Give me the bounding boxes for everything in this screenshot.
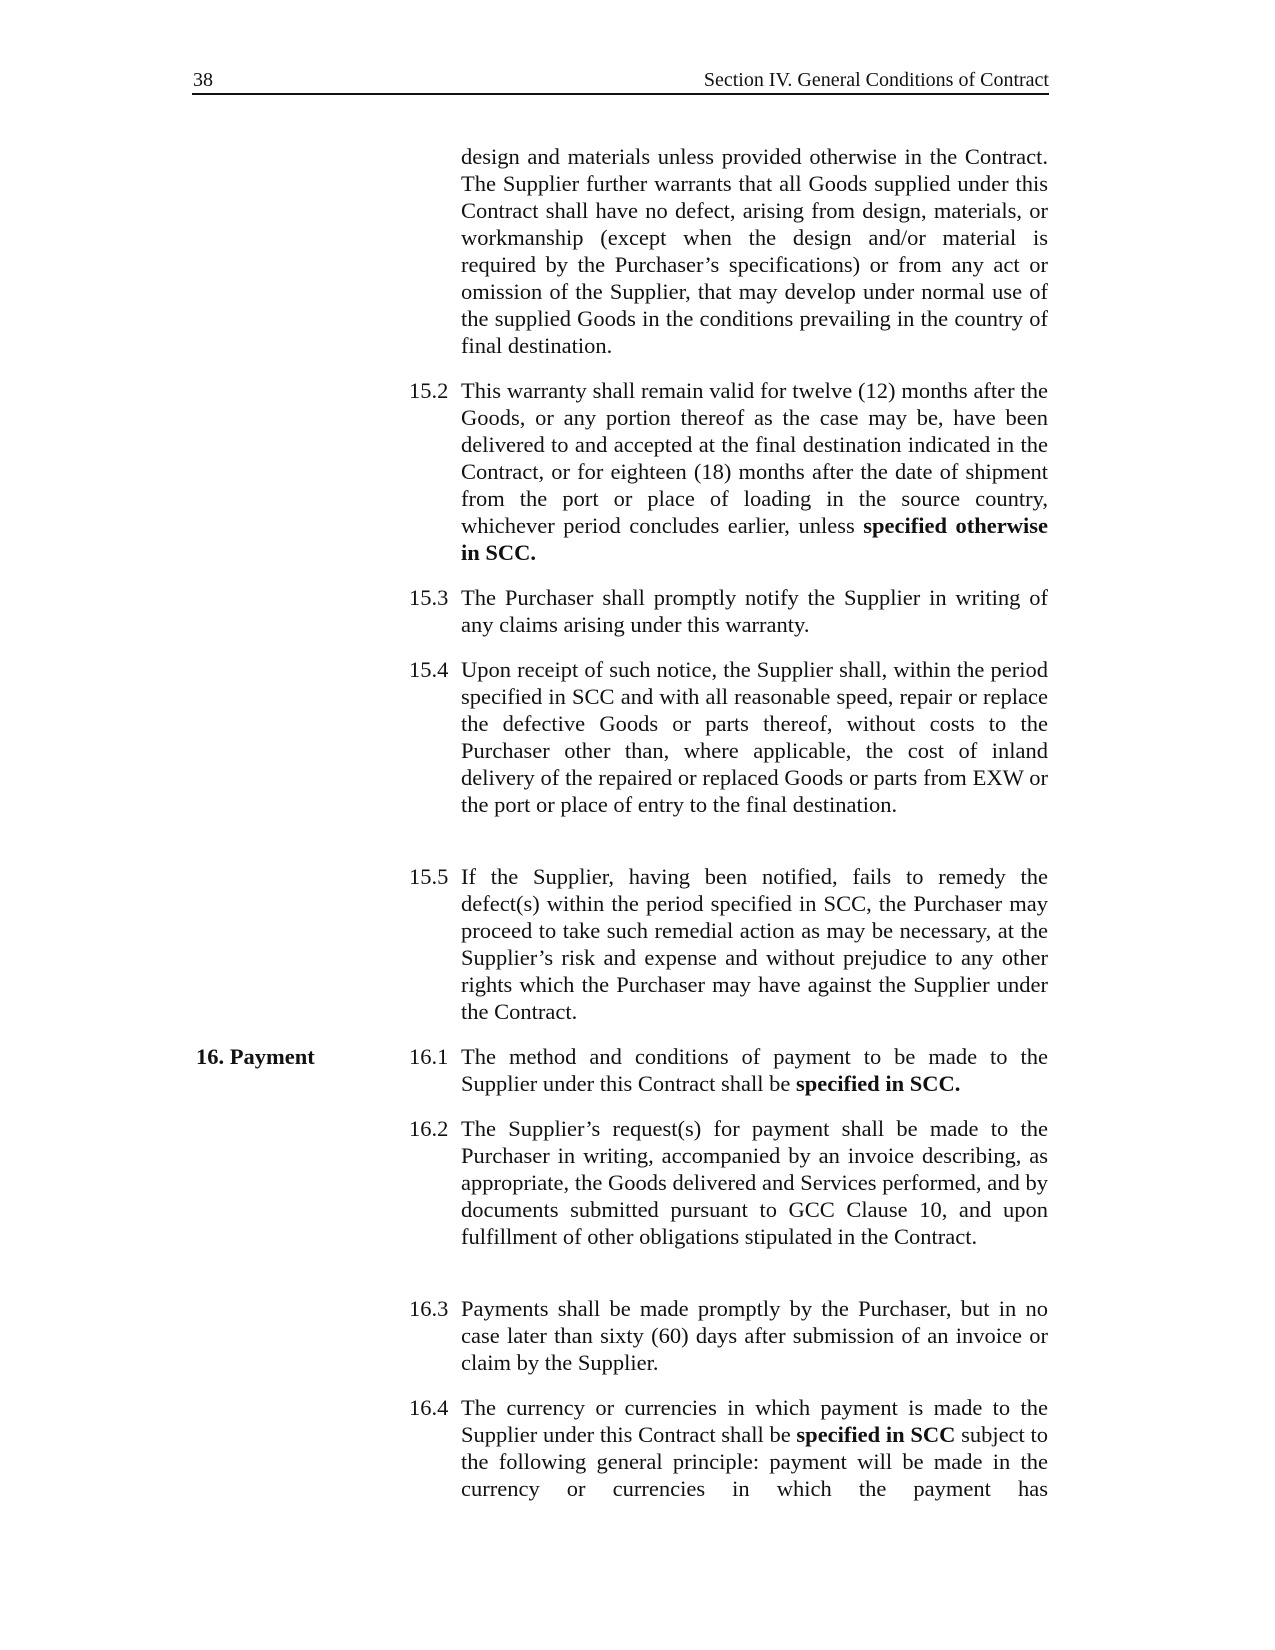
header-rule bbox=[192, 93, 1049, 95]
clause-number: 16.2 bbox=[409, 1116, 449, 1141]
clause-number: 15.5 bbox=[409, 864, 449, 889]
clause-segment: Upon receipt of such notice, the Supplier shall, within the period specified in SCC and with all reasonable speed, repair or replace the defective Goods or parts thereof, without costs to the Purchaser other than, where applicable, the cost of inland delivery of the repaired or replaced Goods or parts from EXW or the port or place of entry to the final destination. bbox=[461, 657, 1048, 817]
clause-text bbox=[461, 1115, 1048, 1250]
clause-segment: The Purchaser shall promptly notify the Supplier in writing of any claims arising under this warranty. bbox=[461, 585, 1048, 637]
running-title: Section IV. General Conditions of Contract bbox=[703, 69, 1049, 91]
clause-segment-bold: specified in SCC bbox=[796, 1422, 956, 1447]
clause-segment: If the Supplier, having been notified, fails to remedy the defect(s) within the period specified in SCC, the Purchaser may proceed to take such remedial action as may be necessary, at the Supplier’s risk and expense and without prejudice to any other rights which the Purchaser may have against the Supplier under the Contract. bbox=[461, 864, 1048, 1024]
clause-segment: The method and conditions of payment to be made to the Supplier under this Contract shall be bbox=[461, 1044, 1048, 1096]
clause-number: 16.4 bbox=[409, 1395, 449, 1420]
clause-segment-bold: specified otherwise in SCC. bbox=[461, 513, 1048, 565]
clause-segment: The Supplier’s request(s) for payment shall be made to the Purchaser in writing, accompanied by an invoice describing, as appropriate, the Goods delivered and Services performed, and by documents submitted pursuant to GCC Clause 10, and upon fulfillment of other obligations stipulated in the Contract. bbox=[461, 1116, 1048, 1249]
clause-text bbox=[461, 863, 1048, 1025]
clause-number: 16.3 bbox=[409, 1296, 449, 1321]
clause-segment-bold: specified in SCC. bbox=[795, 1071, 961, 1096]
page-header bbox=[192, 66, 1049, 94]
clause-text bbox=[461, 584, 1048, 638]
clause-text bbox=[461, 1043, 1048, 1097]
clause-segment: design and materials unless provided otherwise in the Contract. The Supplier further warrants that all Goods supplied under this Contract shall have no defect, arising from design, materials, or workmanship (except when the design and/or material is required by the Purchaser’s specifications) or from any act or omission of the Supplier, that may develop under normal use of the supplied Goods in the conditions prevailing in the country of final destination. bbox=[461, 144, 1048, 358]
section-heading-payment: 16. Payment bbox=[196, 1044, 315, 1069]
clause-text bbox=[461, 656, 1048, 818]
clause-number: 15.2 bbox=[409, 378, 449, 403]
clause-number: 16.1 bbox=[409, 1044, 449, 1069]
clause-text bbox=[461, 143, 1048, 359]
clause-text bbox=[461, 1295, 1048, 1376]
clause-number: 15.3 bbox=[409, 585, 449, 610]
clause-segment: This warranty shall remain valid for twelve (12) months after the Goods, or any portion thereof as the case may be, have been delivered to and accepted at the final destination indicated in the Contract, or for eighteen (18) months after the date of shipment from the port or place of loading in the source country, whichever period concludes earlier, unless bbox=[461, 378, 1048, 538]
clause-segment: Payments shall be made promptly by the Purchaser, but in no case later than sixty (60) days after submission of an invoice or claim by the Supplier. bbox=[461, 1296, 1048, 1375]
clause-text bbox=[461, 377, 1048, 566]
clause-number: 15.4 bbox=[409, 657, 449, 682]
clause-text bbox=[461, 1394, 1048, 1502]
clause-segment: subject to the following general principle: payment will be made in the currency or currencies in which the payment has bbox=[461, 1422, 1049, 1501]
clause-segment: The currency or currencies in which payment is made to the Supplier under this Contract shall be bbox=[461, 1395, 1048, 1447]
page-number: 38 bbox=[193, 69, 213, 91]
